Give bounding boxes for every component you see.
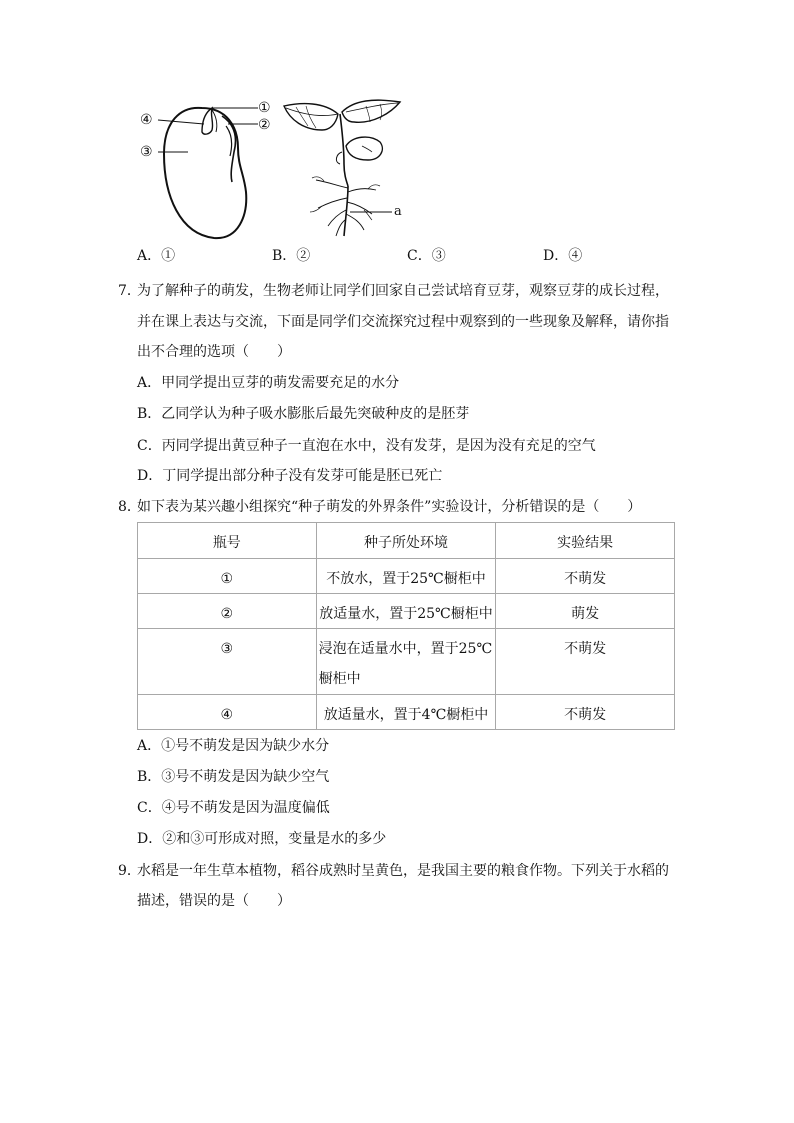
seedling-marker-a: a: [394, 204, 402, 219]
q7-option-a[interactable]: A．甲同学提出豆芽的萌发需要充足的水分: [137, 375, 400, 391]
q7-option-b[interactable]: B．乙同学认为种子吸水膨胀后最先突破种皮的是胚芽: [137, 406, 470, 422]
left-leaf: [284, 104, 338, 130]
q9-number: 9．: [118, 863, 141, 879]
q8-option-d[interactable]: D．②和③可形成对照，变量是水的多少: [137, 831, 387, 847]
q6-option-c[interactable]: C．③: [407, 248, 446, 264]
row-3-result: 不萌发: [564, 641, 607, 657]
table-row: [138, 695, 675, 730]
q7-option-d[interactable]: D．丁同学提出部分种子没有发芽可能是胚已死亡: [137, 468, 443, 484]
q7-stem-line-3: 出不合理的选项（ ）: [137, 344, 291, 360]
header-result: 实验结果: [496, 523, 675, 559]
seed-coat-outline: [164, 108, 246, 238]
q6-option-a[interactable]: A．①: [137, 248, 176, 264]
q8-option-b[interactable]: B．③号不萌发是因为缺少空气: [137, 769, 330, 785]
experiment-table: [137, 522, 675, 730]
table-row: [138, 559, 675, 594]
bean-seedling-diagram: [276, 96, 406, 241]
q7-stem-line-2: 并在课上表达与交流，下面是同学们交流探究过程中观察到的一些现象及解释，请你指: [137, 314, 669, 330]
q7-stem-line-1: 为了解种子的萌发，生物老师让同学们回家自己尝试培育豆芽，观察豆芽的成长过程，: [137, 283, 669, 299]
q7-option-c[interactable]: C．丙同学提出黄豆种子一直泡在水中，没有发芽，是因为没有充足的空气: [137, 438, 596, 454]
cotyledon: [346, 137, 382, 160]
seed-marker-2: ②: [258, 117, 271, 133]
row-2-env: 放适量水，置于25℃橱柜中: [319, 606, 493, 622]
q6-option-d[interactable]: D．④: [543, 248, 583, 264]
q7-number: 7．: [118, 283, 141, 299]
row-2-id: ②: [220, 606, 234, 622]
q8-number: 8．: [118, 499, 141, 515]
row-4-env: 放适量水，置于4℃橱柜中: [323, 707, 489, 723]
row-3-env-line-2: 橱柜中: [318, 671, 361, 687]
q8-stem: 如下表为某兴趣小组探究“种子萌发的外界条件”实验设计，分析错误的是（ ）: [137, 499, 642, 515]
row-1-id: ①: [220, 571, 234, 587]
table-row: [138, 629, 675, 695]
row-4-id: ④: [220, 707, 234, 723]
row-3-env-line-1: 浸泡在适量水中，置于25℃: [318, 641, 493, 657]
q8-option-a[interactable]: A．①号不萌发是因为缺少水分: [137, 738, 330, 754]
table-header-row: [138, 523, 675, 559]
row-4-result: 不萌发: [564, 707, 607, 723]
row-1-env: 不放水，置于25℃橱柜中: [326, 571, 486, 587]
table-row: [138, 594, 675, 629]
header-bottle-no: 瓶号: [138, 523, 317, 559]
row-3-id: ③: [220, 641, 234, 657]
q9-stem-line-2: 描述，错误的是（ ）: [137, 893, 291, 909]
plumule: [202, 108, 213, 134]
header-environment: 种子所处环境: [316, 523, 496, 559]
row-1-result: 不萌发: [564, 571, 607, 587]
q9-stem-line-1: 水稻是一年生草本植物，稻谷成熟时呈黄色，是我国主要的粮食作物。下列关于水稻的: [137, 863, 669, 879]
q6-option-b[interactable]: B．②: [272, 248, 311, 264]
seed-marker-4: ④: [140, 112, 153, 128]
row-2-result: 萌发: [571, 606, 600, 622]
q8-option-c[interactable]: C．④号不萌发是因为温度偏低: [137, 800, 330, 816]
seed-marker-3: ③: [140, 144, 153, 160]
seed-marker-1: ①: [258, 100, 271, 116]
